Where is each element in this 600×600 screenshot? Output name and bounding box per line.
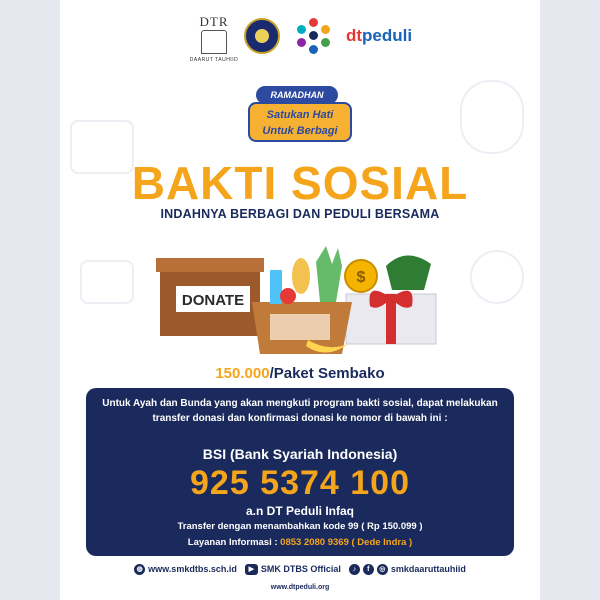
donation-intro: Untuk Ayah dan Bunda yang akan mengkuti program bakti sosial, dapat melakukan transfer donasi dan konfirmasi donasi ke nomor di bawah ini : [102, 398, 498, 424]
tiktok-icon: ♪ [349, 564, 360, 575]
left-margin [0, 0, 60, 600]
right-margin [540, 0, 600, 600]
background-doodle [460, 80, 524, 154]
donation-info-panel [86, 388, 514, 556]
youtube-text: SMK DTBS Official [260, 564, 341, 574]
badge-line-1: Satukan Hati [266, 109, 334, 121]
dtr-name: DAARUT TAUHIID [189, 57, 239, 63]
donate-label: DONATE [181, 292, 245, 309]
background-doodle [80, 260, 134, 304]
facebook-icon: f [363, 564, 374, 575]
dtr-mark: DTR [199, 14, 229, 29]
background-doodle [470, 250, 524, 304]
globe-icon: ◍ [134, 564, 145, 575]
coin-symbol: $ [356, 269, 366, 286]
ramadhan-badge [242, 86, 360, 148]
account-holder: a.n DT Peduli Infaq [245, 504, 354, 518]
community-circle-icon [296, 18, 332, 54]
logo-bar [60, 8, 540, 64]
tomato-icon [280, 288, 296, 304]
page-subtitle: INDAHNYA BERBAGI DAN PEDULI BERSAMA [160, 207, 440, 221]
badge-body [248, 102, 352, 142]
website-text: www.smkdtbs.sch.id [148, 564, 237, 574]
bank-name: BSI (Bank Syariah Indonesia) [202, 446, 398, 462]
price-amount: 150.000 [215, 365, 270, 382]
price-unit: /Paket Sembako [269, 365, 385, 382]
page-title: BAKTI SOSIAL [131, 157, 469, 209]
package-price [60, 365, 540, 382]
contact-info [86, 537, 514, 548]
contact-number: 0853 2080 9369 ( Dede Indra ) [280, 537, 413, 548]
donation-boxes-illustration [156, 236, 456, 366]
contact-label: Layanan Informasi : [187, 537, 278, 548]
transfer-note: Transfer dengan menambahkan kode 99 ( Rp 150.099 ) [177, 521, 423, 532]
daarut-tauhiid-logo [186, 14, 242, 62]
school-seal-icon [244, 18, 280, 54]
instagram-icon: ◎ [377, 564, 388, 575]
account-number: 925 5374 100 [190, 464, 410, 502]
social-link[interactable] [349, 564, 466, 575]
youtube-link[interactable] [245, 564, 341, 575]
social-text: smkdaaruttauhiid [390, 564, 466, 574]
vegetables-icon [316, 246, 342, 302]
youtube-icon: ▶ [245, 564, 258, 575]
cloth-icon [386, 255, 431, 290]
brand-suffix: peduli [362, 26, 413, 45]
brand-prefix: dt [346, 26, 363, 45]
footer-links [60, 560, 540, 578]
bottle-icon [270, 270, 282, 304]
dtpeduli-url[interactable]: www.dtpeduli.org [270, 584, 330, 591]
poster [60, 0, 540, 600]
bread-icon [292, 258, 310, 294]
badge-top: RAMADHAN [256, 86, 338, 104]
badge-line-2: Untuk Berbagi [262, 125, 338, 137]
dtr-frame-icon [201, 30, 227, 54]
website-link[interactable] [134, 564, 237, 575]
dtpeduli-logo [346, 26, 412, 46]
